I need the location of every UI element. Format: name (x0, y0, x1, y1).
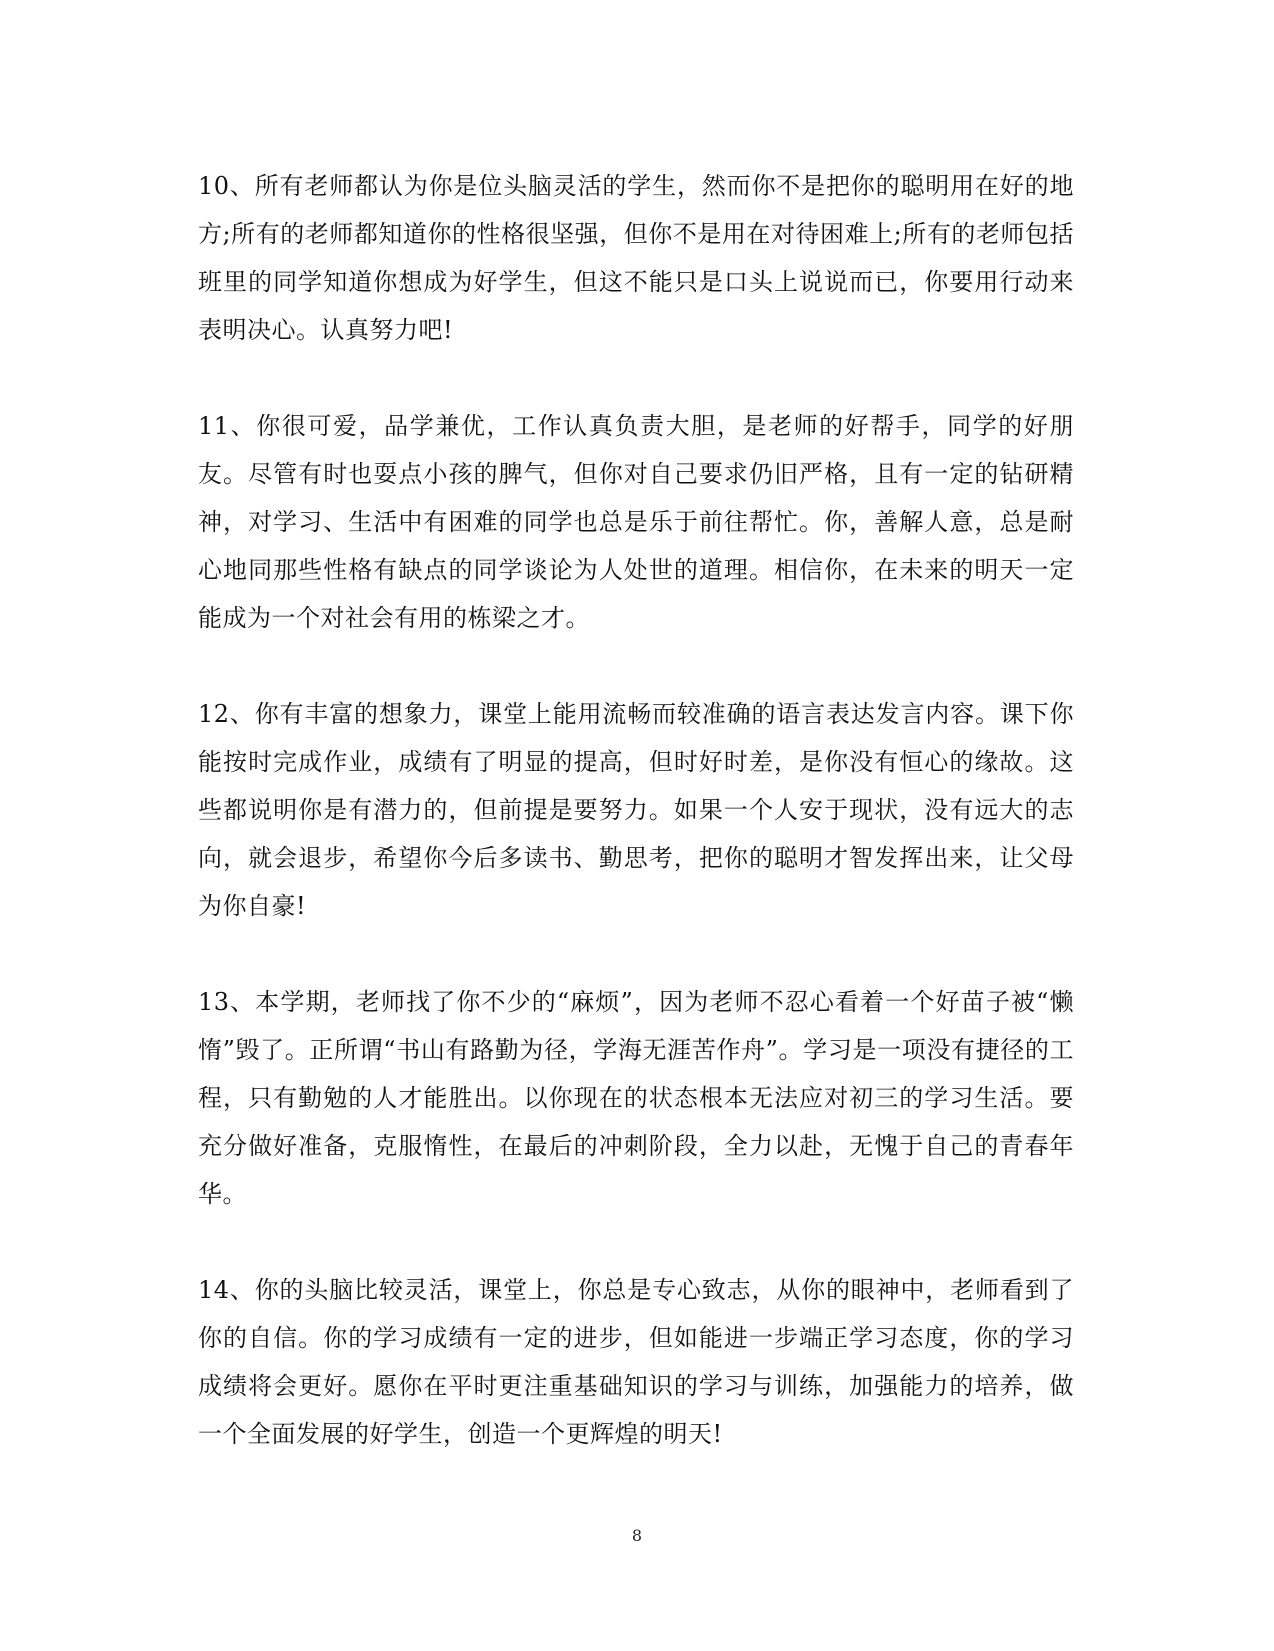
comment-paragraph-12: 12、你有丰富的想象力，课堂上能用流畅而较准确的语言表达发言内容。课下你能按时完成作业，成绩有了明显的提高，但时好时差，是你没有恒心的缘故。这些都说明你是有潜力的，但前提是要努力。如果一个人安于现状，没有远大的志向，就会退步，希望你今后多读书、勤思考，把你的聪明才智发挥出来，让父母为你自豪! (198, 700, 1074, 920)
document-body (198, 162, 1074, 1506)
page-number: 8 (631, 1526, 643, 1545)
comment-paragraph-13: 13、本学期，老师找了你不少的“麻烦”，因为老师不忍心看着一个好苗子被“懒惰”毁了。正所谓“书山有路勤为径，学海无涯苦作舟”。学习是一项没有捷径的工程，只有勤勉的人才能胜出。以你现在的状态根本无法应对初三的学习生活。要充分做好准备，克服惰性，在最后的冲刺阶段，全力以赴，无愧于自己的青春年华。 (198, 988, 1074, 1208)
comment-paragraph-10: 10、所有老师都认为你是位头脑灵活的学生，然而你不是把你的聪明用在好的地方;所有的老师都知道你的性格很坚强，但你不是用在对待困难上;所有的老师包括班里的同学知道你想成为好学生，但这不能只是口头上说说而已，你要用行动来表明决心。认真努力吧! (198, 172, 1074, 344)
comment-paragraph-11: 11、你很可爱，品学兼优，工作认真负责大胆，是老师的好帮手，同学的好朋友。尽管有时也耍点小孩的脾气，但你对自己要求仍旧严格，且有一定的钻研精神，对学习、生活中有困难的同学也总是乐于前往帮忙。你，善解人意，总是耐心地同那些性格有缺点的同学谈论为人处世的道理。相信你，在未来的明天一定能成为一个对社会有用的栋梁之才。 (198, 412, 1074, 632)
comment-paragraph-14: 14、你的头脑比较灵活，课堂上，你总是专心致志，从你的眼神中，老师看到了你的自信。你的学习成绩有一定的进步，但如能进一步端正学习态度，你的学习成绩将会更好。愿你在平时更注重基础知识的学习与训练，加强能力的培养，做一个全面发展的好学生，创造一个更辉煌的明天! (198, 1276, 1074, 1448)
